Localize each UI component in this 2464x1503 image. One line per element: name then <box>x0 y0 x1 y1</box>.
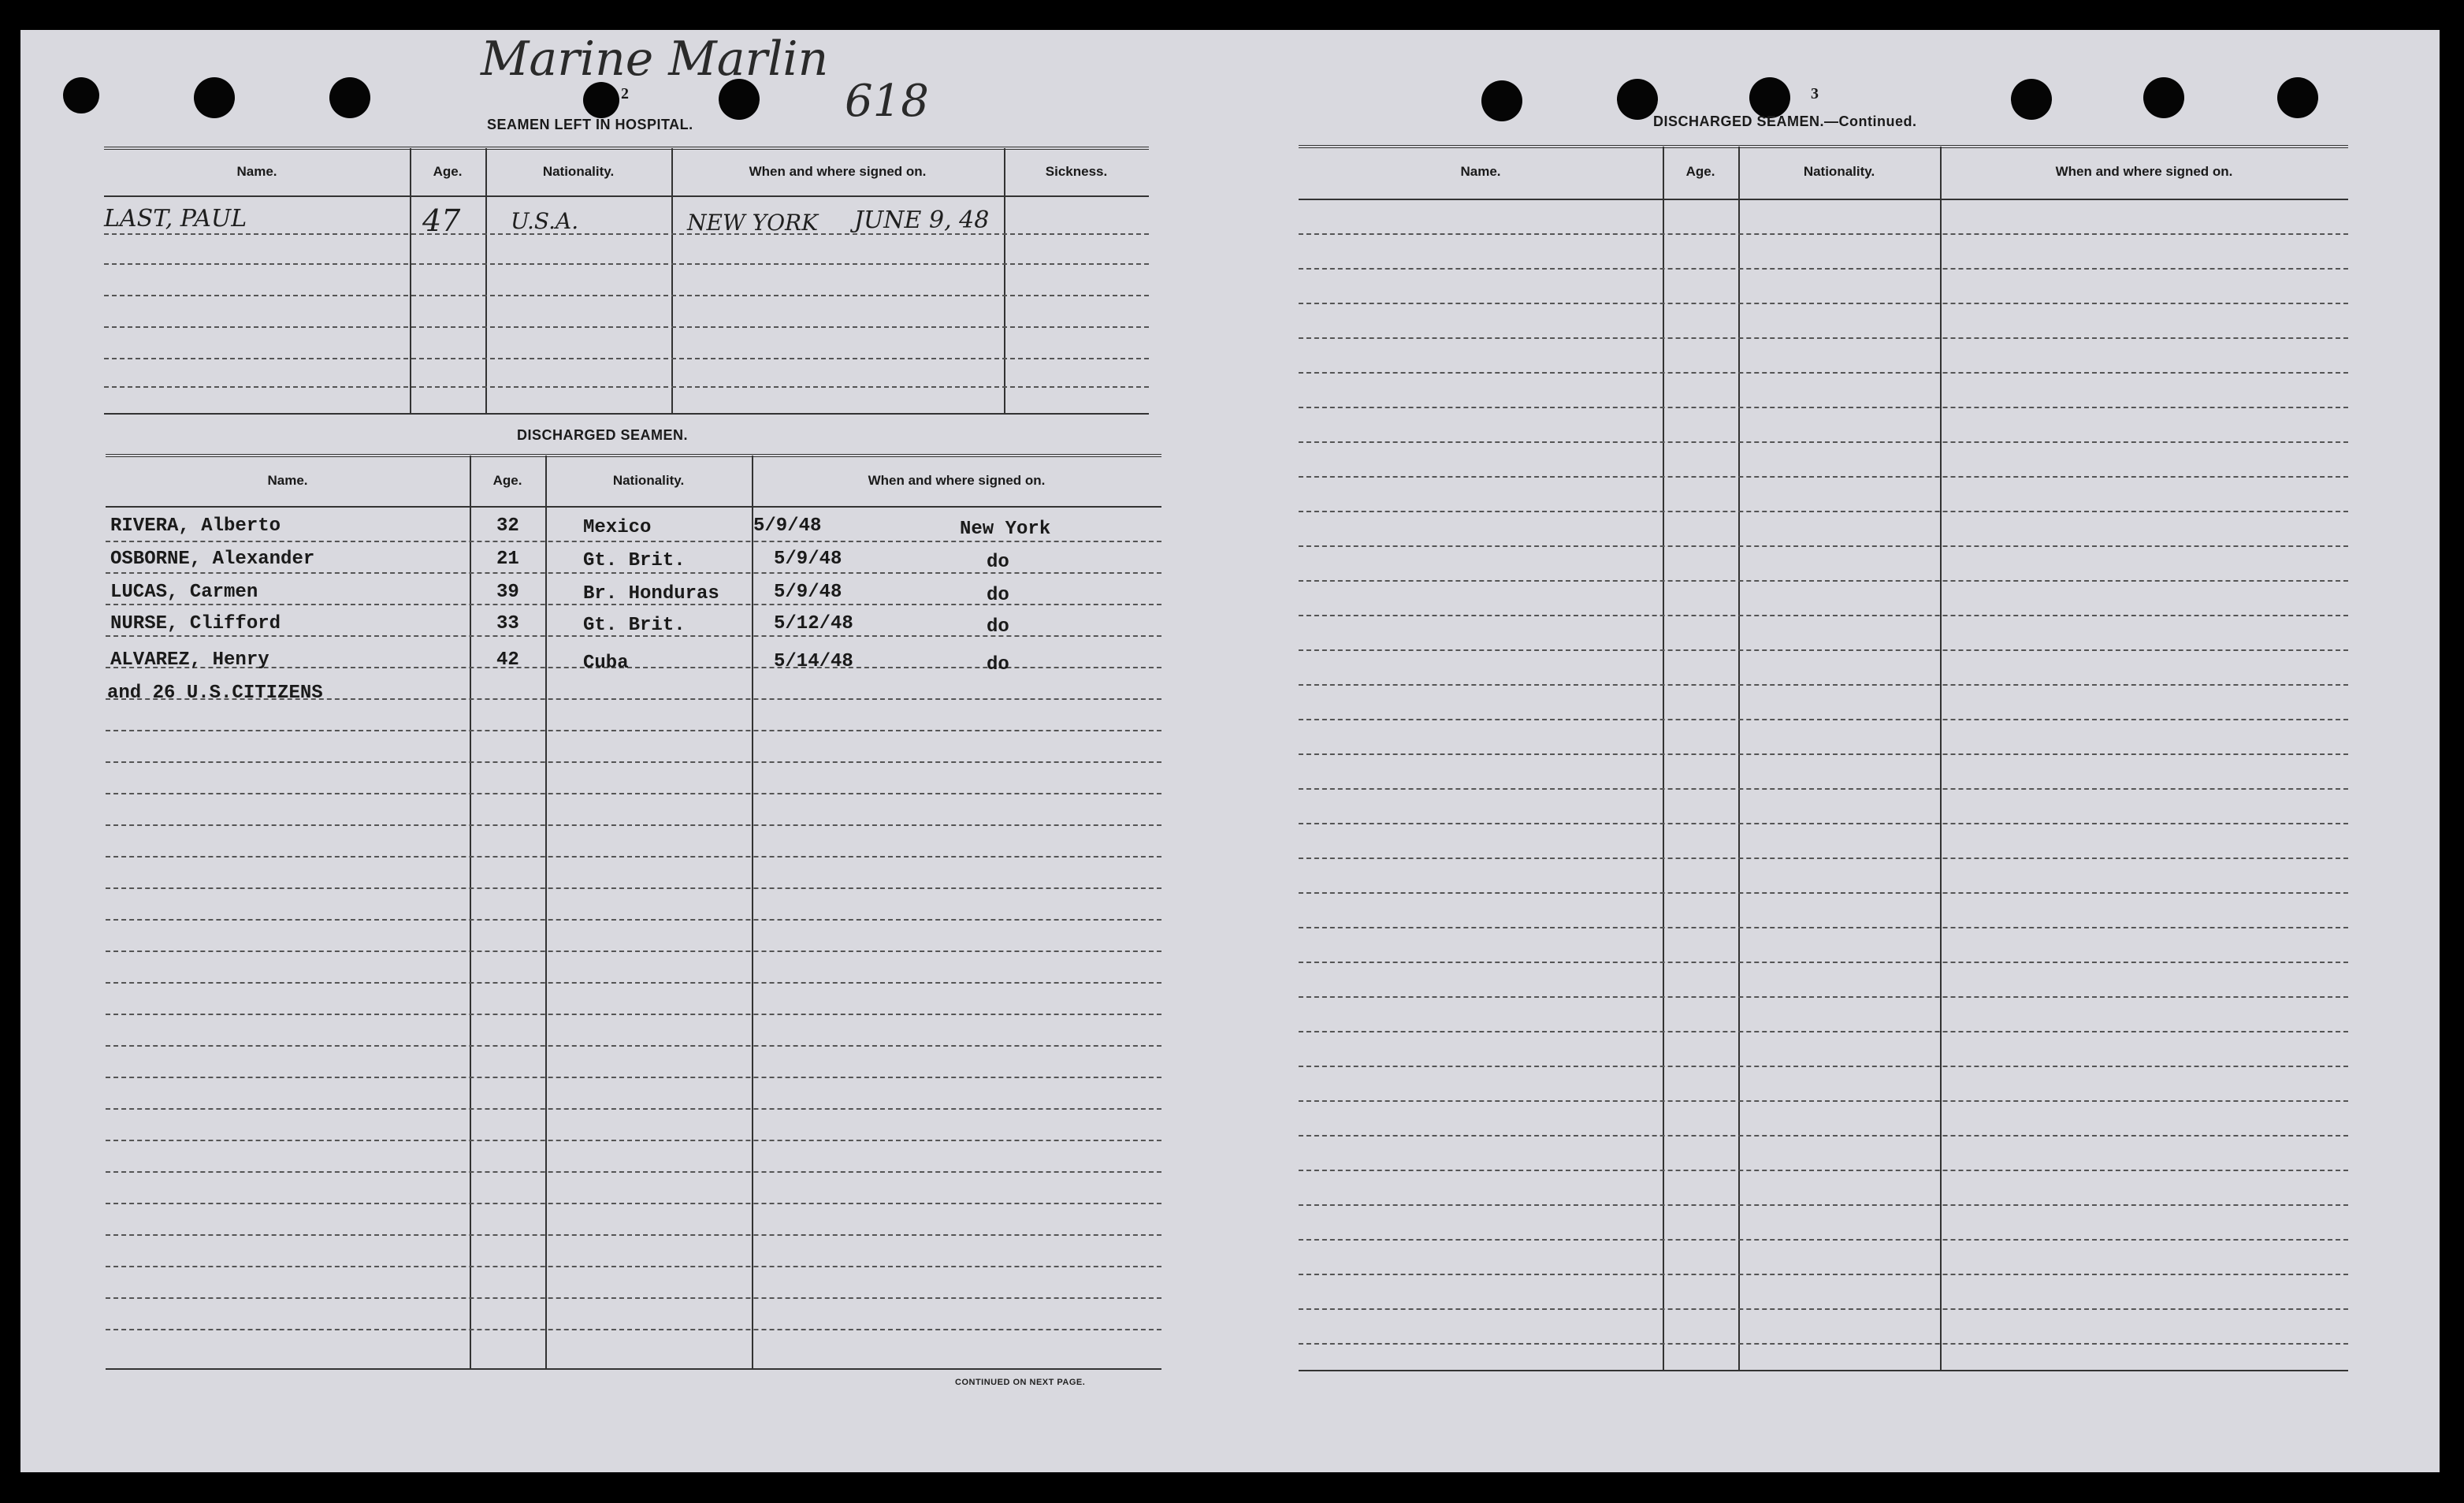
hospital-row-place: NEW YORK <box>687 210 819 236</box>
discharged-row-age: 32 <box>496 515 519 537</box>
discharged-row-age: 33 <box>496 613 519 634</box>
discharged-row-place: do <box>987 616 1009 638</box>
punch-hole <box>583 82 619 118</box>
punch-hole <box>1749 77 1790 118</box>
discharged-row-nationality: Cuba <box>583 653 629 674</box>
discharged-row-age: 42 <box>496 649 519 671</box>
discharged-col-nationality: Nationality. <box>612 473 685 488</box>
discharged-row-nationality: Gt. Brit. <box>583 615 686 636</box>
discharged-row-age: 39 <box>496 582 519 603</box>
punch-hole <box>329 77 370 118</box>
right-page-number: 3 <box>1811 85 1819 102</box>
hospital-row-name: LAST, PAUL <box>104 205 247 233</box>
discharged-row-place: New York <box>960 519 1051 540</box>
hospital-row-nationality: U.S.A. <box>511 208 579 234</box>
discharged-row-name: ALVAREZ, Henry <box>110 649 269 671</box>
continued-col-nationality: Nationality. <box>1803 164 1875 179</box>
discharged-row-nationality: Gt. Brit. <box>583 550 686 571</box>
discharged-row-place: do <box>987 585 1009 606</box>
hospital-col-name: Name. <box>236 164 277 179</box>
hospital-row-age: 47 <box>422 203 461 238</box>
discharged-row-name: OSBORNE, Alexander <box>110 549 315 570</box>
discharged-row-date: 5/9/48 <box>774 582 842 603</box>
discharged-row-place: do <box>987 552 1009 573</box>
discharged-row-name: LUCAS, Carmen <box>110 582 258 603</box>
discharged-row-nationality: Br. Honduras <box>583 583 719 605</box>
discharged-col-age: Age. <box>492 473 522 488</box>
discharged-row-date: 5/14/48 <box>774 651 853 672</box>
hospital-col-sickness: Sickness. <box>1045 164 1108 179</box>
discharged-continued-title: DISCHARGED SEAMEN.—Continued. <box>1653 113 1917 129</box>
hospital-col-signed-on: When and where signed on. <box>749 164 927 179</box>
handwritten-number: 618 <box>845 76 929 127</box>
punch-hole <box>2143 77 2184 118</box>
hospital-col-age: Age. <box>433 164 463 179</box>
discharged-row-age: 21 <box>496 549 519 570</box>
punch-hole <box>63 77 99 113</box>
punch-hole <box>2011 79 2052 120</box>
hospital-row-date: JUNE 9, 48 <box>854 206 990 234</box>
left-page-number: 2 <box>621 85 629 102</box>
punch-hole <box>194 77 235 118</box>
continued-col-age: Age. <box>1685 164 1715 179</box>
hospital-col-nationality: Nationality. <box>542 164 615 179</box>
hospital-section-title: SEAMEN LEFT IN HOSPITAL. <box>487 117 693 132</box>
discharged-row-name: RIVERA, Alberto <box>110 515 281 537</box>
discharged-col-signed-on: When and where signed on. <box>868 473 1046 488</box>
hospital-table <box>104 147 1149 418</box>
discharged-row-nationality: Mexico <box>583 517 652 538</box>
handwritten-vessel-name: Marine Marlin <box>481 32 829 87</box>
discharged-row-date: 5/9/48 <box>774 549 842 570</box>
punch-hole <box>1617 79 1658 120</box>
discharged-row-date: 5/12/48 <box>774 613 853 634</box>
discharged-summary: and 26 U.S.CITIZENS <box>107 683 323 704</box>
punch-hole <box>2277 77 2318 118</box>
punch-hole <box>1481 80 1522 121</box>
discharged-row-name: NURSE, Clifford <box>110 613 281 634</box>
discharged-continued-table <box>1299 145 2348 1373</box>
discharged-row-date: 5/9/48 <box>753 515 822 537</box>
discharged-table <box>106 454 1161 1371</box>
continued-col-name: Name. <box>1460 164 1501 179</box>
continued-col-signed-on: When and where signed on. <box>2055 164 2233 179</box>
discharged-row-place: do <box>987 654 1009 675</box>
discharged-section-title: DISCHARGED SEAMEN. <box>517 427 689 443</box>
continued-note: CONTINUED ON NEXT PAGE. <box>955 1378 1086 1387</box>
discharged-col-name: Name. <box>267 473 308 488</box>
